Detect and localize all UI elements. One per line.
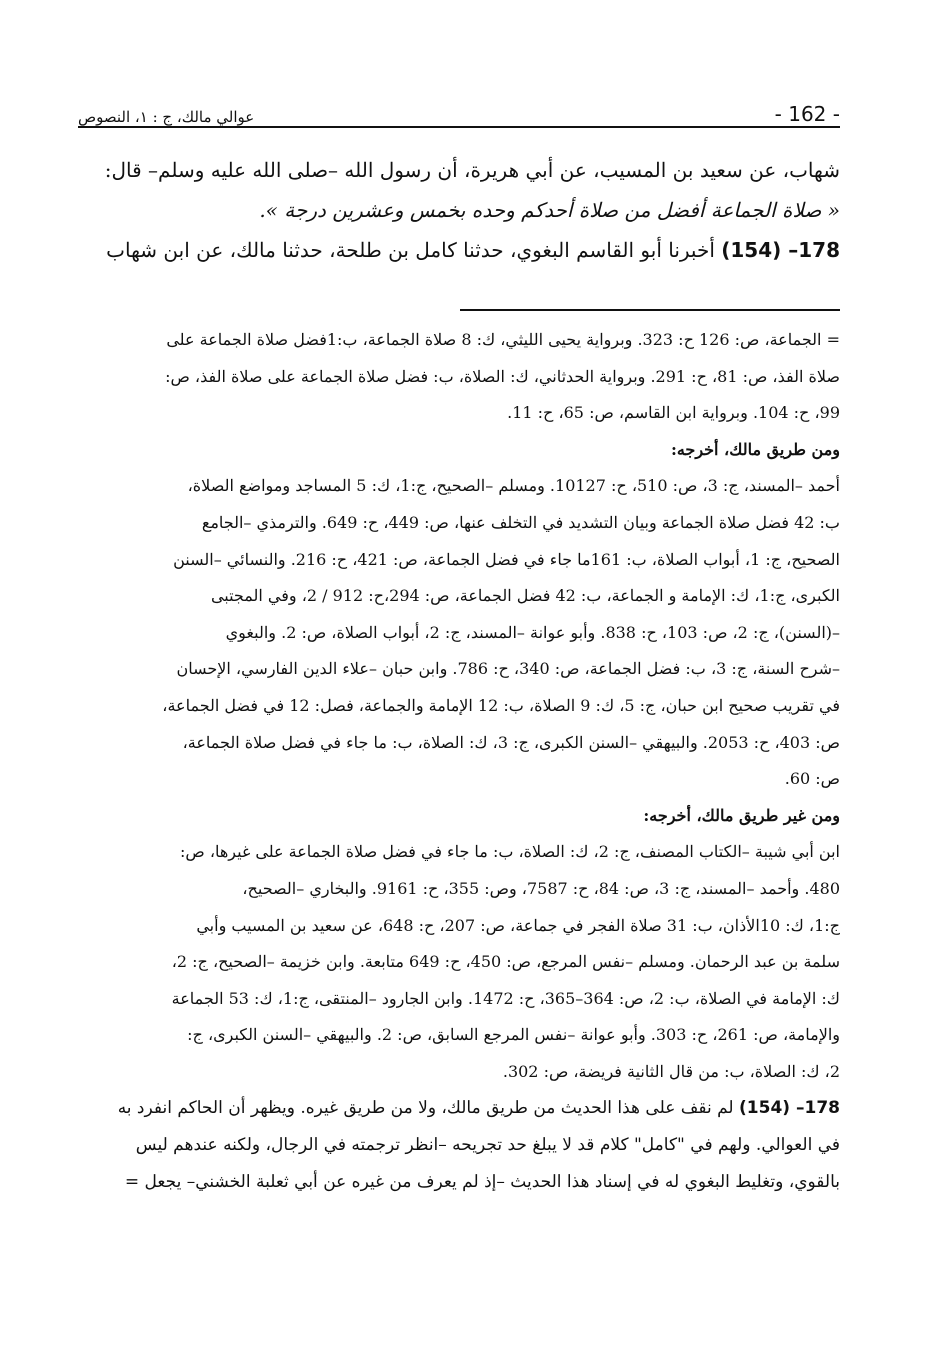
- footnote-line: أحمد –المسند، ج: 3، ص: 510، ح: 10127. ومسلم –الصحيح، ج:1، ك: 5 المساجد ومواضع الصلاة،: [187, 476, 840, 496]
- footnote-line: والإمامة، ص: 261، ح: 303. وأبو عوانة –نفس المرجع السابق، ص: 2. والبيهقي –السنن الكبرى، ج:: [187, 1025, 840, 1045]
- footnote-line: –شرح السنة، ج: 3، ب: فضل الجماعة، ص: 340، ح: 786. وابن حبان –علاء الدين الفارسي، الإحسان: [176, 659, 840, 679]
- footnote-line: ص: 403، ح: 2053. والبيهقي –السنن الكبرى، ج: 3، ك: الصلاة، ب: ما جاء في فضل صلاة الجماعة،: [182, 732, 840, 752]
- footnotes: [78, 322, 840, 1200]
- footnote-line: الصحيح، ج: 1، أبواب الصلاة، ب: 161ما جاء في فضل الجماعة، ص: 421، ح: 216. والنسائي –السنن: [173, 549, 840, 569]
- page-header: [78, 92, 840, 126]
- footnote-line: 2، ك: الصلاة، ب: من قال الثانية فريضة، ص: 302.: [502, 1061, 840, 1081]
- footnote-heading: ومن طريق مالك، أخرجه:: [670, 439, 840, 459]
- footnote-line: = الجماعة، ص: 126 ح: 323. وبرواية يحيى الليثي، ك: 8 صلاة الجماعة، ب:1فضل صلاة الجماعة على: [166, 330, 840, 349]
- commentary-entry: [78, 1090, 840, 1127]
- hadith-number: 178– (154): [721, 238, 840, 262]
- hadith-entry: [78, 230, 840, 270]
- running-title: عوالي مالك، ج : ١، النصوص: [78, 108, 255, 126]
- footnote-rule: [460, 309, 840, 311]
- hadith-quote: « صلاة الجماعة أفضل من صلاة أحدكم وحده بخمس وعشرين درجة ».: [259, 198, 840, 222]
- footnote-line: ابن أبي شيبة –الكتاب المصنف، ج: 2، ك: الصلاة، ب: ما جاء في فضل صلاة الجماعة على غيرها، ص:: [180, 842, 840, 862]
- footnote-line: ب: 42 فضل صلاة الجماعة وبيان التشديد في التخلف عنها، ص: 449، ح: 649. والترمذي –الجامع: [201, 512, 840, 532]
- footnote-line: الكبرى، ج:1، ك: الإمامة و الجماعة، ب: 42 فضل الجماعة، ص: 294،ح: 912 / 2، وفي المجتبى: [210, 586, 840, 606]
- header-rule: [78, 126, 840, 128]
- footnote-line: صلاة الفذ، ص: 81، ح: 291. وبرواية الحدثاني، ك: الصلاة، ب: فضل صلاة الجماعة على صلاة الفذ، ص:: [165, 366, 840, 386]
- footnote-line: ج:1، ك: 10الأذان، ب: 31 صلاة الفجر في جماعة، ص: 207، ح: 648، عن سعيد بن المسيب وأبي: [196, 915, 840, 935]
- page-number: - 162 -: [774, 102, 840, 126]
- commentary-line: بالقوي، وتغليط البغوي له في إسناد هذا الحديث –إذ لم يعرف من غيره عن أبي ثعلبة الخشني– يجعل =: [124, 1171, 840, 1192]
- main-text: [78, 150, 840, 270]
- main-line: شهاب، عن سعيد بن المسيب، عن أبي هريرة، أن رسول الله –صلى الله عليه وسلم– قال:: [104, 158, 840, 182]
- commentary-line: في العوالي. ولهم في "كامل" كلام قد لا يبلغ حد تجريحه –انظر ترجمته في الرجال، ولكنه عندهم ليس: [135, 1135, 840, 1156]
- isnad-text: أخبرنا أبو القاسم البغوي، حدثنا كامل بن طلحة، حدثنا مالك، عن ابن شهاب: [106, 238, 715, 262]
- footnote-line: ك: الإمامة في الصلاة، ب: 2، ص: 364–365، ح: 1472. وابن الجارود –المنتقى، ج:1، ك: 53 الجماعة: [171, 988, 840, 1008]
- hadith-number: 178– (154): [739, 1098, 840, 1119]
- footnote-line: ص: 60.: [784, 769, 840, 789]
- footnote-line: سلمة بن عبد الرحمان. ومسلم –نفس المرجع، ص: 450، ح: 649 متابعة. وابن خزيمة –الصحيح، ج: 2،: [171, 952, 840, 972]
- footnote-line: –(السنن)، ج: 2، ص: 103، ح: 838. وأبو عوانة –المسند، ج: 2، أبواب الصلاة، ص: 2. والبغوي: [225, 622, 840, 642]
- footnote-line: في تقريب صحيح ابن حبان، ج: 5، ك: 9 الصلاة، ب: 12 الإمامة والجماعة، فصل: 12 في فضل الجماعة،: [162, 695, 840, 715]
- commentary-text: لم نقف على هذا الحديث من طريق مالك، ولا من طريق غيره. ويظهر أن الحاكم انفرد به: [117, 1098, 734, 1119]
- footnote-line: 480. وأحمد –المسند، ج: 3، ص: 84، ح: 7587، وص: 355، ح: 9161. والبخاري –الصحيح،: [242, 878, 840, 898]
- footnote-line: 99، ح: 104. وبرواية ابن القاسم، ص: 65، ح: 11.: [507, 403, 840, 423]
- footnote-heading: ومن غير طريق مالك، أخرجه:: [643, 805, 840, 825]
